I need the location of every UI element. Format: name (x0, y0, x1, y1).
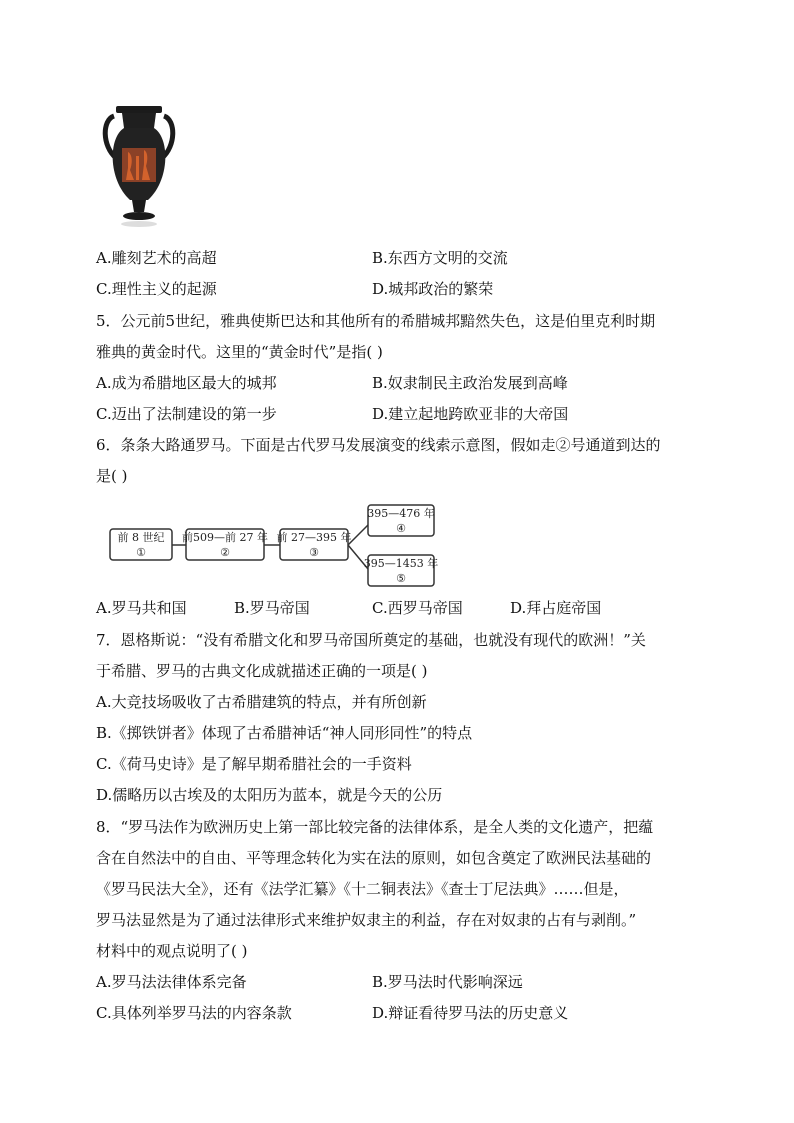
q6-option-a: A.罗马共和国 (96, 599, 187, 617)
diagram-box-1 (110, 529, 172, 560)
q7-option-b: B.《掷铁饼者》体现了古希腊神话“神人同形同性”的特点 (96, 724, 473, 742)
diagram-box-3-period: 前 27—395 年 (276, 531, 352, 544)
q7-stem-line1: 7．恩格斯说：“没有希腊文化和罗马帝国所奠定的基础，也就没有现代的欧洲！”关 (96, 631, 646, 649)
q6-stem-line2: 是( ) (96, 467, 128, 485)
q8-option-a: A.罗马法法律体系完备 (96, 973, 247, 991)
q7-option-d: D.儒略历以古埃及的太阳历为蓝本，就是今天的公历 (96, 786, 443, 804)
q5-stem-line1: 5．公元前5世纪，雅典使斯巴达和其他所有的希腊城邦黯然失色，这是伯里克利时期 (96, 312, 656, 330)
q8-option-c: C.具体列举罗马法的内容条款 (96, 1004, 292, 1022)
rome-development-diagram (96, 493, 450, 593)
q5-stem-line2: 雅典的黄金时代。这里的“黄金时代”是指( ) (96, 343, 383, 361)
q8-stem-line1: 8．“罗马法作为欧洲历史上第一部比较完备的法律体系，是全人类的文化遗产，把蕴 (96, 818, 654, 836)
diagram-box-4-period: 395—476 年 (367, 507, 435, 520)
diagram-box-3-num: ③ (309, 546, 319, 559)
diagram-box-3 (277, 529, 352, 560)
q5-option-a: A.成为希腊地区最大的城邦 (96, 374, 277, 392)
q7-stem-line2: 于希腊、罗马的古典文化成就描述正确的一项是( ) (96, 662, 428, 680)
diagram-box-2 (182, 529, 268, 560)
q7-option-a: A.大竞技场吸收了古希腊建筑的特点，并有所创新 (96, 693, 427, 711)
q8-option-b: B.罗马法时代影响深远 (372, 973, 523, 991)
q5-option-b: B.奴隶制民主政治发展到高峰 (372, 374, 568, 392)
q8-stem-line2: 含在自然法中的自由、平等理念转化为实在法的原则，如包含奠定了欧洲民法基础的 (96, 849, 652, 867)
q4-option-a: A.雕刻艺术的高超 (96, 249, 217, 267)
q8-option-d: D.辩证看待罗马法的历史意义 (372, 1004, 569, 1022)
diagram-box-4-num: ④ (396, 522, 406, 535)
q6-option-d: D.拜占庭帝国 (510, 599, 602, 617)
greek-amphora-vase-icon (100, 102, 178, 230)
q4-option-c: C.理性主义的起源 (96, 280, 217, 298)
q8-stem-line4: 罗马法显然是为了通过法律形式来维护奴隶主的利益，存在对奴隶的占有与剥削。” (96, 911, 637, 929)
q4-option-b: B.东西方文明的交流 (372, 249, 508, 267)
diagram-box-5 (364, 555, 439, 586)
diagram-box-1-period: 前 8 世纪 (117, 531, 165, 544)
diagram-box-1-num: ① (136, 546, 146, 559)
q6-option-c: C.西罗马帝国 (372, 599, 463, 617)
q5-option-d: D.建立起地跨欧亚非的大帝国 (372, 405, 569, 423)
diagram-box-2-period: 前509—前 27 年 (182, 531, 268, 544)
q5-option-c: C.迈出了法制建设的第一步 (96, 405, 277, 423)
diagram-box-2-num: ② (220, 546, 230, 559)
diagram-box-5-period: 395—1453 年 (363, 557, 439, 570)
diagram-box-5-num: ⑤ (396, 572, 406, 585)
q6-option-b: B.罗马帝国 (234, 599, 310, 617)
q6-stem-line1: 6．条条大路通罗马。下面是古代罗马发展演变的线索示意图，假如走②号通道到达的 (96, 436, 661, 454)
q8-stem-line3: 《罗马民法大全》，还有《法学汇纂》《十二铜表法》《查士丁尼法典》……但是， (96, 880, 629, 898)
q7-option-c: C.《荷马史诗》是了解早期希腊社会的一手资料 (96, 755, 412, 773)
q8-stem-line5: 材料中的观点说明了( ) (96, 942, 248, 960)
diagram-box-4 (367, 505, 435, 536)
q4-option-d: D.城邦政治的繁荣 (372, 280, 494, 298)
